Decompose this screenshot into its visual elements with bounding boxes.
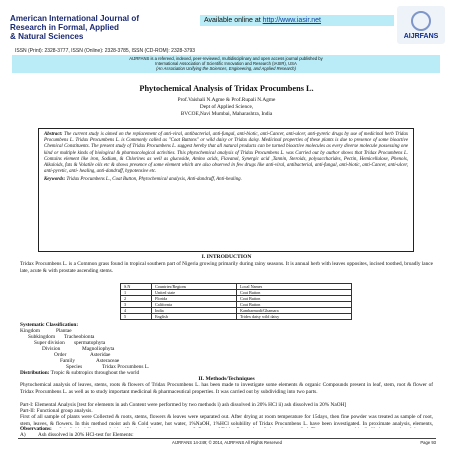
table-cell: United state	[152, 290, 237, 296]
journal-title-line-1: American International Journal of	[10, 14, 140, 23]
abstract-box	[38, 128, 414, 252]
classification-value: spermatophyta	[74, 340, 106, 346]
classification-value: Tracheobionta	[64, 334, 95, 340]
journal-title-line-2: Research in Formal, Applied	[10, 23, 119, 32]
table-header-cell: Local Names	[237, 284, 352, 290]
table-header-cell: S.N	[121, 284, 152, 290]
banner-line-1: AIJRFANS is a refereed, indexed, peer-reviewed, multidisciplinary and open access journal published by	[129, 56, 323, 61]
journal-title-line-3: & Natural Sciences	[10, 32, 84, 41]
banner-line-2: International Association of Scientific Innovation and Research (IASIR), USA	[155, 61, 297, 66]
classification-rank: Subkingdom	[28, 334, 56, 340]
abstract-text: The current study is aimed on the replacement of anti-viral, antibacterial, anti-fungal, anti-biotic, anti-Cancer, anti-ulcer, anti-pyretic drugs by use of medicinal herb Tridax Procumbens L. Tridax Procumbens L. is Commonly called as "Coat Buttons" or wild daisy or Tridax daisy. Medicinal properties of these plants is due to presence of some bioactive Chemical Constituents. The present study of Tridax Procumbens L. suggest hereby that all natural products can be turned bioactive molecules as every diverse molecule possessing one kind or multiple kinds of biological & pharmacological activities. This phytochemical analysis of Tridax Procumbens L. was Carried out by author shows that Tridax Procumbens L. Contains element like iron, Sodium, & Chlorines as well as glucoside, Amino acids, Flavanol, Synergic acid ,Tannin, Steroids, polysaccharides, Pectin, Hemicellulose, Phenols, Alkaloids, fats & Volatile oils etc & shows presence of some element which are also observed in few drugs like anti-viral, antibacterial, anti-fungal, anti-biotic, anti-Cancer, anti-ulcer, anti-pyretic, anti- healing, anti-dandruff, hypotensive etc.	[44, 132, 408, 175]
classification-value: Asteraceae	[96, 358, 120, 364]
page-footer	[18, 438, 436, 445]
table-cell: Coat Button	[237, 296, 352, 302]
observation-a-label: A)	[20, 432, 26, 438]
table-cell: Coat Button	[237, 290, 352, 296]
introduction-text: Tridax Procumbens L. is a Common grass found in tropical southern part of Nigeria growing primarily during rainy seasons. It is annual herb with leaves opposites, incised toothed, broadly lance late, acute & with prostate ascending stems.	[20, 261, 433, 274]
table-cell: 3	[121, 302, 152, 308]
keywords-text: Tridax Procumbens L., Coat Button, Phytochemical analysis, Anti-dandruff, Anti-healing.	[66, 177, 242, 183]
classification-rank: Division	[42, 346, 61, 352]
table-cell: Florida	[152, 296, 237, 302]
table-cell: India	[152, 308, 237, 314]
classification-rank: Super division	[34, 340, 65, 346]
table-row	[121, 314, 352, 320]
issn-line: ISSN (Print): 2328-3777, ISSN (Online): 2328-3785, ISSN (CD-ROM): 2328-3793	[15, 48, 196, 54]
journal-banner	[12, 55, 440, 73]
classification-heading: Systematic Classification:	[20, 322, 79, 328]
journal-url-link[interactable]: http://www.iasir.net	[262, 17, 321, 24]
classification-value: Plantae	[56, 328, 72, 334]
methods-part-2: Part-II: Functional group analysis.	[20, 408, 93, 414]
distribution-text: Tropic & subtropics throughout the world	[50, 370, 140, 376]
local-names-table	[120, 283, 352, 320]
available-online-label: Available online at	[204, 17, 263, 24]
distribution-label: Distribution:	[20, 370, 50, 376]
paper-authors: Prof.Vaishali N.Agme & Prof.Rupali N.Agme	[177, 97, 276, 103]
introduction-heading: I. INTRODUCTION	[201, 254, 252, 260]
banner-line-3: (An Association Unifying the Sciences, Engineering, and Applied Research)	[156, 66, 296, 71]
journal-title	[10, 14, 195, 41]
table-cell: California	[152, 302, 237, 308]
table-cell: English	[152, 314, 237, 320]
footer-copyright: AIJRFANS 14-249; © 2014, AIJRFANS All Rights Reserved	[172, 440, 282, 445]
keywords-line	[44, 177, 408, 183]
journal-logo	[397, 6, 445, 44]
observations-label: Observations:	[20, 426, 52, 432]
methods-paragraph-1: Phytochemical analysis of leaves, stems, roots & flowers of Tridax Procumbens L. has been made to investigate some elements & organic Compounds present in leaf, stem, root & flower of Tridax Procumbens L. as well as to study important medicinal & pharmaceutical properties. It was carried out by subdividing into two parts.	[20, 382, 433, 395]
footer-page-number: Page 93	[420, 440, 436, 445]
classification-value: Magnoliophyta	[82, 346, 115, 352]
observation-a-text: Ash dissolved in 20% HCl-test for Elements:	[38, 432, 134, 438]
logo-emblem-icon	[411, 11, 431, 31]
table-cell: Coat Button	[237, 302, 352, 308]
classification-value: Tridax Procumbens L.	[102, 364, 150, 370]
table-cell: 5	[121, 314, 152, 320]
table-cell: 4	[121, 308, 152, 314]
classification-rank: Kingdom	[20, 328, 41, 334]
keywords-label: Keywords:	[44, 177, 66, 183]
methods-heading: II. Methods/Techniques	[198, 376, 255, 382]
logo-text: AIJRFANS	[403, 33, 439, 40]
classification-rank: Family	[60, 358, 76, 364]
table-header-cell: Countries/Regions	[152, 284, 237, 290]
available-online-bar	[200, 15, 394, 26]
table-cell: 1	[121, 290, 152, 296]
abstract-label: Abstract:	[44, 132, 63, 137]
table-cell: 2	[121, 296, 152, 302]
paper-title: Phytochemical Analysis of Tridax Procumbens L.	[139, 84, 314, 93]
table-cell: Tridex daisy wild daisy	[237, 314, 352, 320]
paper-institution: BVCOE,Navi Mumbai, Maharashtra, India	[180, 111, 273, 117]
methods-part-1: Part-I: Elemental Analysis [test for elements in ash Content were performed by two methods i) ash dissolved in 20% HCl ii) ash dissolved in 20% NaOH]	[20, 402, 347, 408]
table-cell: Kambarmodi/Ghamara	[237, 308, 352, 314]
classification-rank: Order	[54, 352, 67, 358]
methods-paragraph-2: First of all sample of plants were Collected & roots, stems, flowers & leaves were separated out. After drying at room temperature for 15days, then fine powder was treated as sample of root, stem, leaves, & flowers. In this method moist ash & Cold water, hot water, 1%NaOH, 1%HCl solubility of Tridax Procumbens L. have been investigated. In proximate analysis, elements,	[20, 414, 433, 427]
classification-rank: Species	[66, 364, 83, 370]
classification-value: Asteridae	[90, 352, 111, 358]
paper-department: Dept of Applied Science,	[199, 104, 254, 110]
